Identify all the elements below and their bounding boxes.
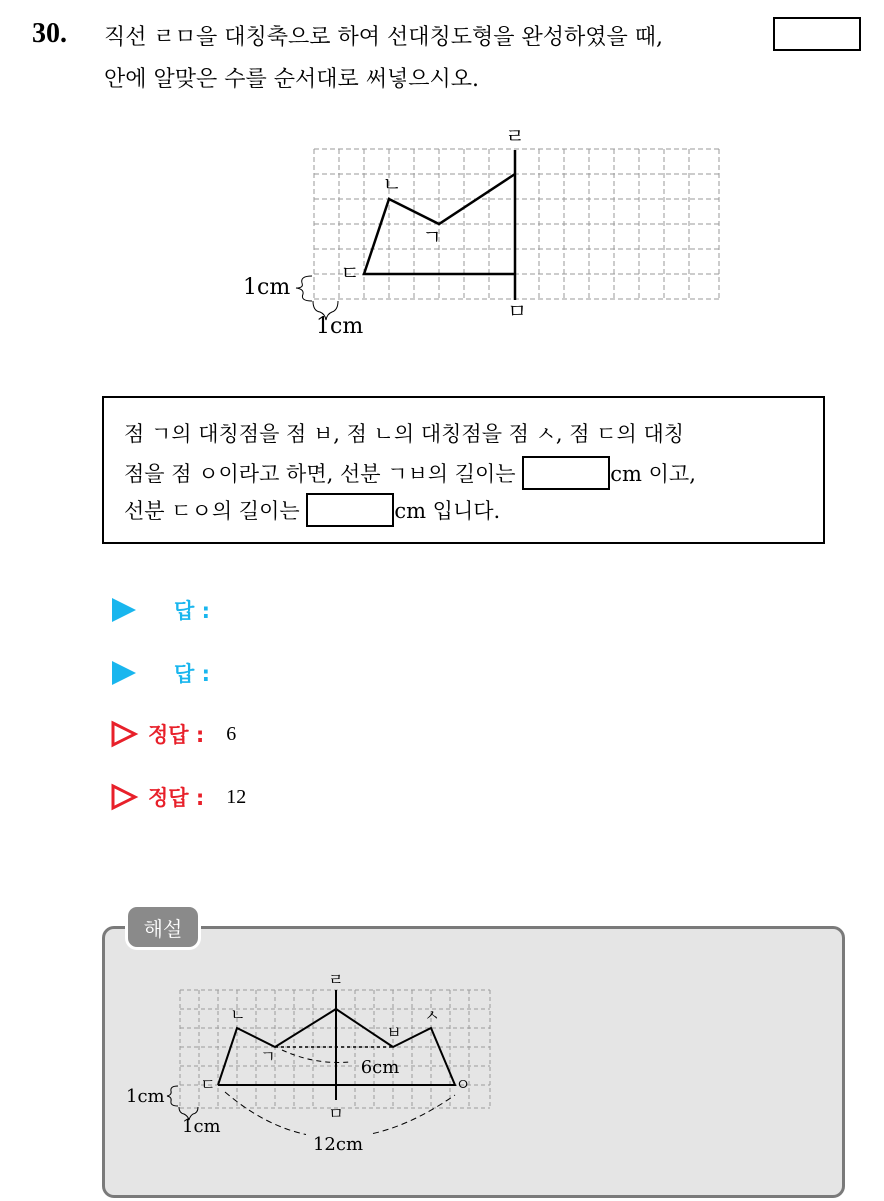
correct-answer-row <box>110 779 246 815</box>
scale-label-vertical: 1cm <box>243 275 291 300</box>
correct-answer-value: 12 <box>226 785 247 808</box>
label-axis-top: ㄹ <box>328 970 344 989</box>
condition-line-3-text: 선분 ㄷㅇ의 길이는 <box>124 499 300 523</box>
condition-line-2-text: 점을 점 ㅇ이라고 하면, 선분 ㄱㅂ의 길이는 <box>124 462 516 486</box>
answer-row <box>110 592 232 628</box>
scale-brace-vertical <box>167 1086 178 1106</box>
label-distance-cf: 12cm <box>312 1134 364 1155</box>
label-point-e: ㅅ <box>424 1006 440 1025</box>
label-point-c: ㄷ <box>340 261 360 285</box>
label-point-a: ㄱ <box>422 225 442 249</box>
label-point-f: ㅇ <box>455 1075 471 1094</box>
problem-figure <box>230 120 730 350</box>
condition-line-3 <box>124 495 500 530</box>
correct-answer-value: 6 <box>226 722 237 745</box>
label-point-a: ㄱ <box>260 1047 276 1066</box>
blank-length-cf <box>306 493 394 527</box>
scale-label-vertical: 1cm <box>126 1086 165 1107</box>
measure-arc-ab <box>282 1050 350 1063</box>
correct-answer-label: 정답 : <box>148 723 205 747</box>
scale-label-horizontal: 1cm <box>316 314 364 339</box>
condition-box <box>102 396 825 544</box>
condition-line-2-unit: cm 이고, <box>610 462 696 486</box>
condition-line-2 <box>124 458 696 493</box>
scale-label-horizontal: 1cm <box>182 1116 221 1137</box>
question-answer-box <box>773 17 861 51</box>
blank-length-ab <box>522 456 610 490</box>
answer-label: 답 : <box>174 599 210 623</box>
question-line-2: 안에 알맞은 수를 순서대로 써넣으시오. <box>104 67 479 92</box>
label-axis-top: ㄹ <box>505 124 525 148</box>
condition-line-3-unit: cm 입니다. <box>394 499 501 523</box>
solution-figure <box>112 968 512 1163</box>
grid <box>314 149 719 299</box>
filled-arrow-icon <box>110 658 140 688</box>
label-point-b: ㄴ <box>382 172 402 196</box>
scale-brace-vertical <box>296 276 312 301</box>
label-axis-bottom: ㅁ <box>328 1104 344 1123</box>
label-axis-bottom: ㅁ <box>507 299 527 323</box>
filled-arrow-icon <box>110 595 140 625</box>
correct-answer-row <box>110 716 236 752</box>
answer-row <box>110 655 232 691</box>
label-point-b: ㄴ <box>230 1005 246 1024</box>
correct-answer-label: 정답 : <box>148 786 205 810</box>
answer-label: 답 : <box>174 662 210 686</box>
question-line-1: 직선 ㄹㅁ을 대칭축으로 하여 선대칭도형을 완성하였을 때, <box>104 25 664 50</box>
outline-arrow-icon <box>110 719 140 749</box>
label-point-c: ㄷ <box>200 1075 216 1094</box>
outline-arrow-icon <box>110 782 140 812</box>
condition-line-1: 점 ㄱ의 대칭점을 점 ㅂ, 점 ㄴ의 대칭점을 점 ㅅ, 점 ㄷ의 대칭 <box>124 422 685 446</box>
question-number: 30. <box>32 18 67 49</box>
solution-tab: 해설 <box>128 907 198 947</box>
label-point-d: ㅂ <box>386 1023 402 1042</box>
label-distance-ab: 6cm <box>360 1057 400 1078</box>
